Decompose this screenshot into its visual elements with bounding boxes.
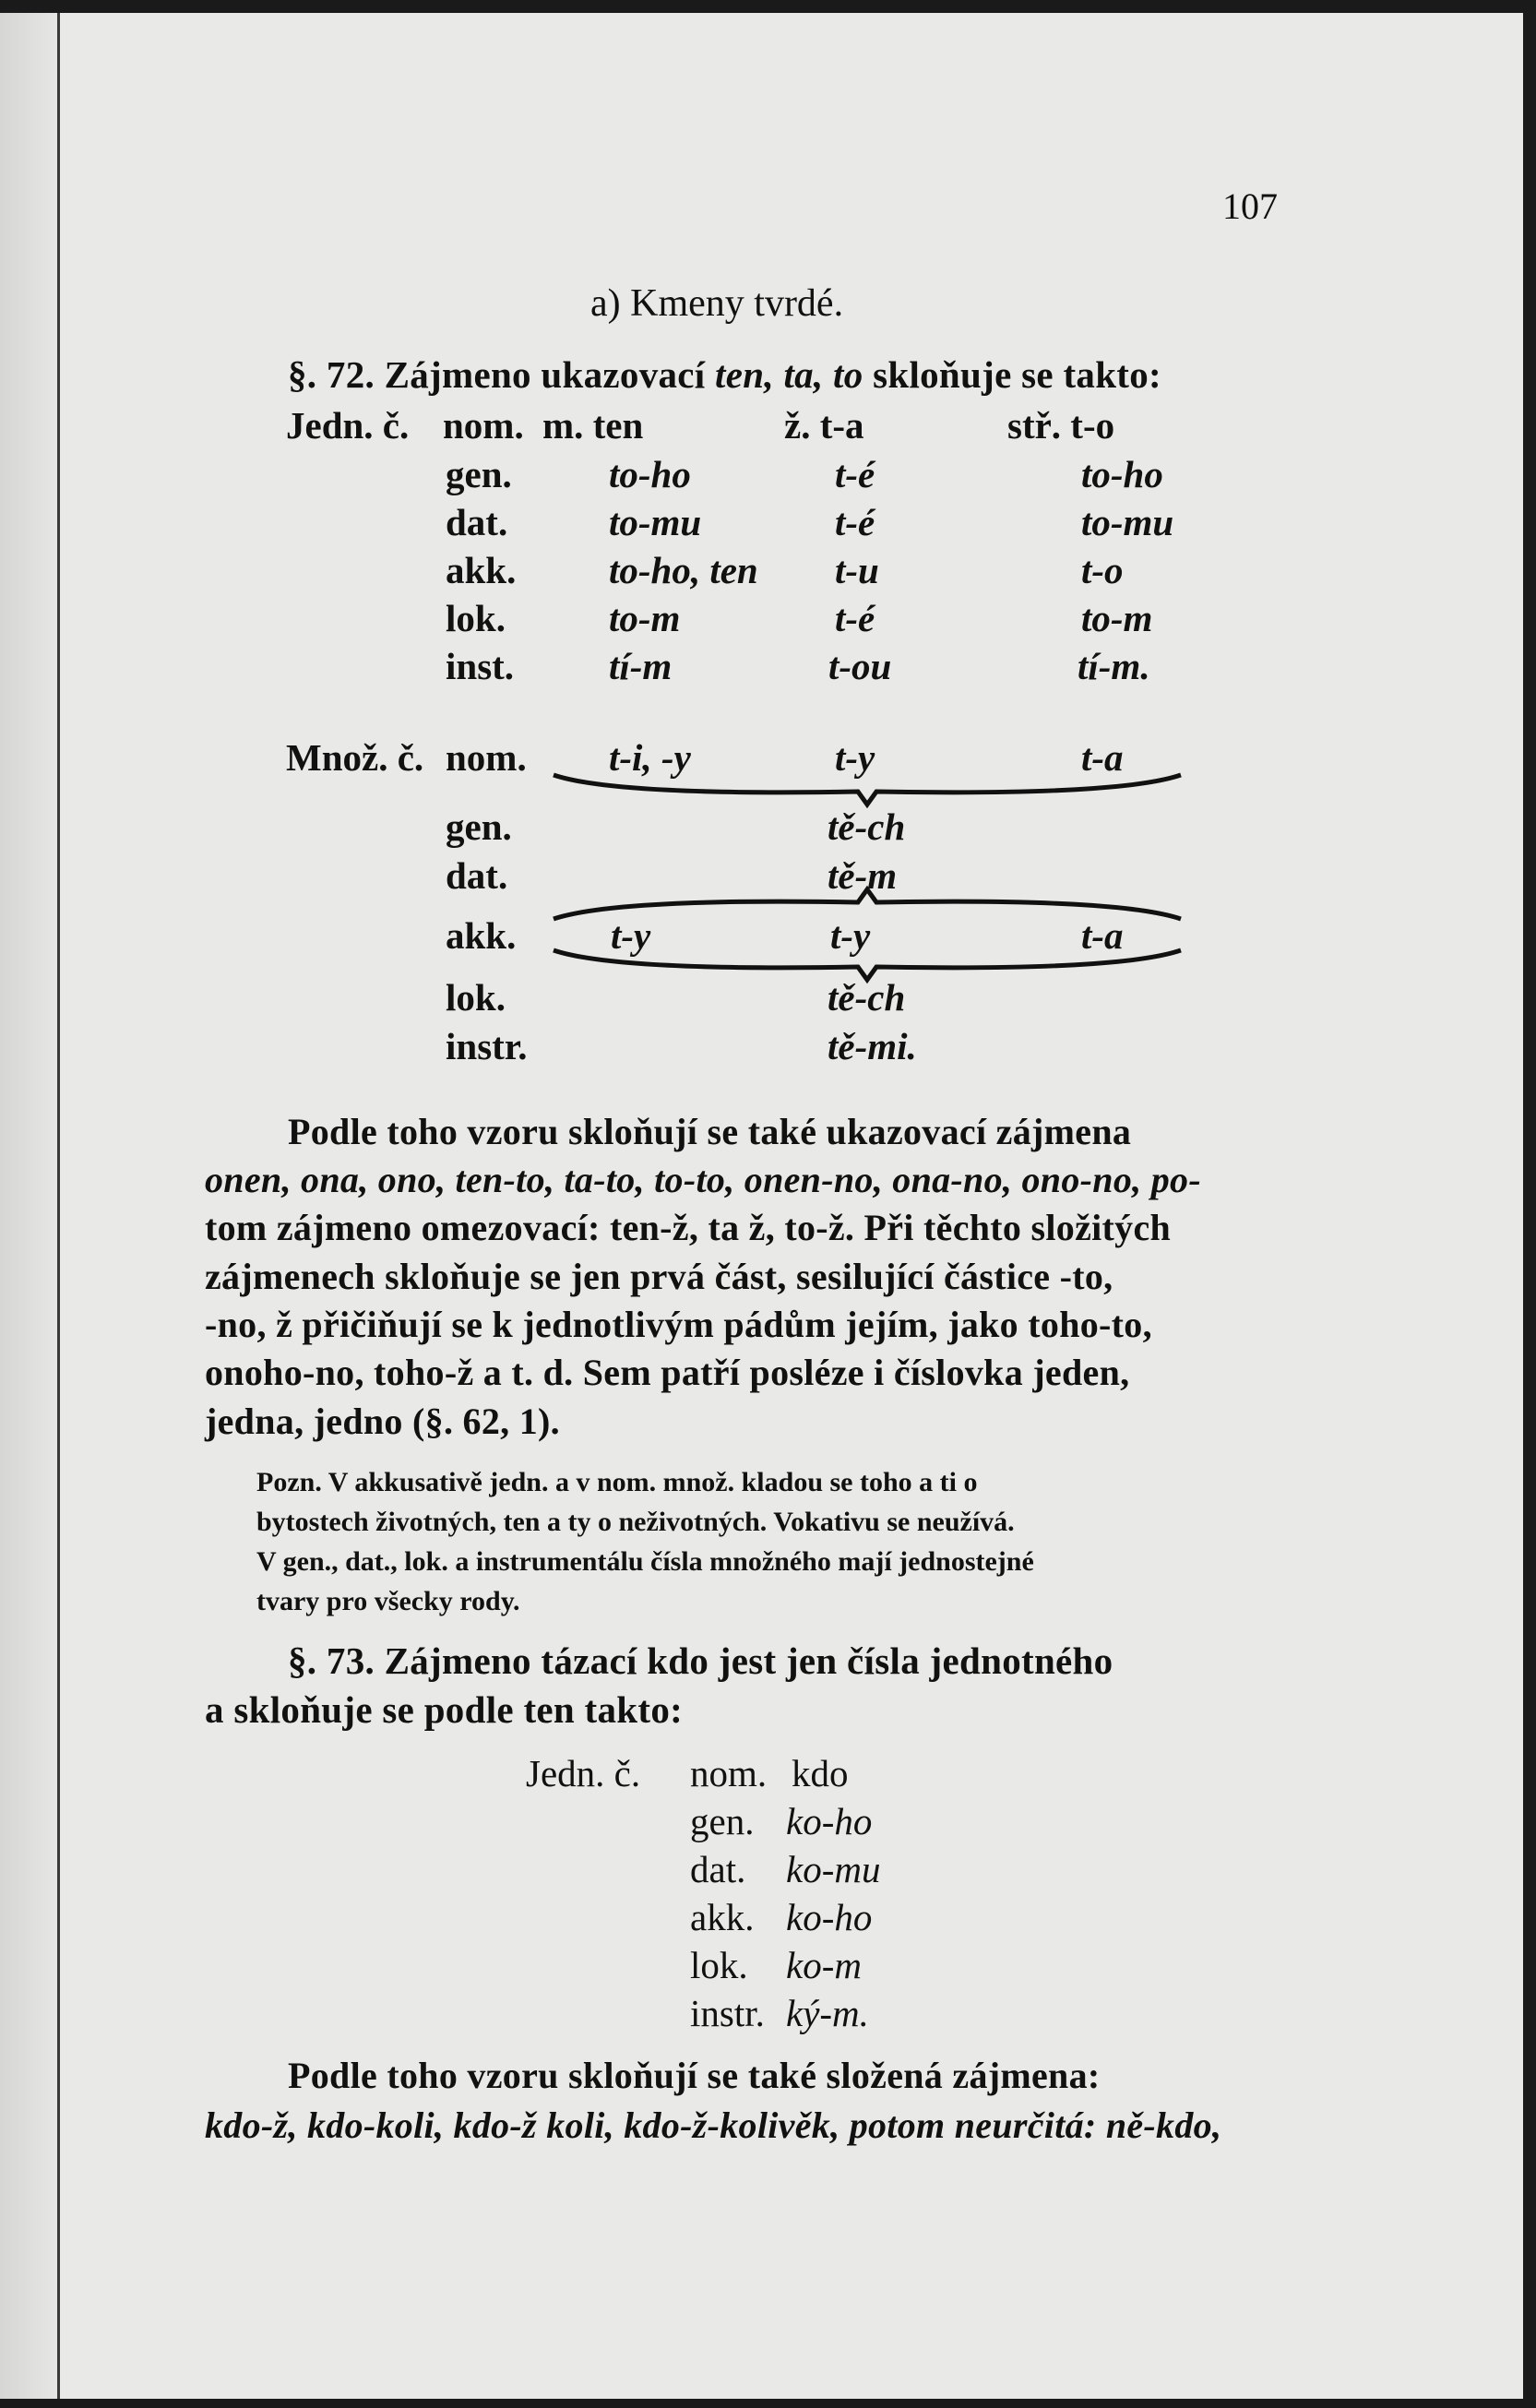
pl-row-shared: tě-m [828, 854, 898, 897]
sg-row-m: to-m [609, 597, 681, 639]
sec73-line: §. 73. Zájmeno tázací kdo jest jen čísla jednotného [288, 1639, 1113, 1682]
sec73-case: nom. [690, 1752, 768, 1794]
sec73-form: kdo [792, 1752, 849, 1794]
sg-row-case: dat. [446, 501, 508, 543]
sg-row-n: to-ho [1081, 453, 1163, 495]
sec73-case: dat. [690, 1848, 746, 1890]
section-heading: a) Kmeny tvrdé. [590, 282, 844, 325]
sg-row-case: lok. [446, 597, 506, 639]
pl-row-shared: tě-ch [828, 976, 906, 1019]
sg-header-m: m. ten [542, 404, 644, 447]
sg-row-m: to-ho, ten [609, 549, 758, 591]
book-spine [0, 0, 60, 2408]
pl-row-shared: tě-ch [828, 805, 906, 848]
sec73-form: ko-m [786, 1944, 862, 1986]
pl-label: Množ. č. [286, 736, 424, 779]
sg-row-case: inst. [446, 645, 515, 687]
sec73-case: gen. [690, 1800, 755, 1842]
sg-header-case: nom. [443, 404, 524, 447]
sg-row-n: to-m [1081, 597, 1153, 639]
para1-line: Podle toho vzoru skloňují se také ukazovací zájmena [288, 1111, 1132, 1152]
note-line: V gen., dat., lok. a instrumentálu čísla množného mají jednostejné [256, 1546, 1034, 1577]
sec73-case: akk. [690, 1896, 755, 1938]
sec73-form: ký-m. [786, 1992, 869, 2034]
sg-row-n: tí-m. [1078, 645, 1150, 687]
sg-header-f: ž. t-a [784, 404, 864, 447]
note-line: bytostech životných, ten a ty o neživotných. Vokativu se neužívá. [256, 1507, 1015, 1537]
sec73-form: ko-mu [786, 1848, 881, 1890]
page-number: 107 [1222, 185, 1278, 227]
para1-line: -no, ž přičiňují se k jednotlivým pádům jejím, jako toho-to, [205, 1304, 1152, 1345]
para1-line: jedna, jedno (§. 62, 1). [205, 1401, 560, 1442]
scan-edge-bottom [0, 2399, 1536, 2408]
sec72-intro [288, 352, 1161, 397]
para1-line: onoho-no, toho-ž a t. d. Sem patří posléze i číslovka jeden, [205, 1352, 1130, 1393]
sg-header-n: stř. t-o [1007, 404, 1115, 447]
sec73-form: ko-ho [786, 1896, 873, 1938]
sg-row-m: to-mu [609, 501, 702, 543]
sg-row-n: to-mu [1081, 501, 1174, 543]
sg-row-case: akk. [446, 549, 517, 591]
sg-row-f: t-é [835, 597, 875, 639]
pl-row-case: akk. [446, 914, 517, 957]
pl-row-shared: tě-mi. [828, 1025, 917, 1067]
pl-row-n: t-a [1081, 914, 1124, 957]
sg-row-m: tí-m [609, 645, 673, 687]
para2-line: Podle toho vzoru skloňují se také složená zájmena: [288, 2055, 1101, 2096]
para1-line: onen, ona, ono, ten-to, ta-to, to-to, onen-no, ona-no, ono-no, po- [205, 1159, 1201, 1200]
sec73-form: ko-ho [786, 1800, 873, 1842]
pl-row-n: t-a [1081, 736, 1124, 779]
sec73-line: a skloňuje se podle ten takto: [205, 1688, 684, 1731]
pl-row-m: t-y [611, 914, 651, 957]
scan-edge-right [1523, 0, 1536, 2408]
brace-under-nom [554, 773, 1181, 806]
pl-row-case: instr. [446, 1025, 528, 1067]
para1-line: zájmenech skloňuje se jen prvá část, sesilující částice -to, [205, 1256, 1113, 1297]
pl-row-case: lok. [446, 976, 506, 1019]
sg-row-f: t-é [835, 453, 875, 495]
sec72-intro-b: skloňuje se takto: [863, 353, 1162, 396]
sg-row-f: t-é [835, 501, 875, 543]
scan-edge-top [0, 0, 1536, 13]
note-line: tvary pro všecky rody. [256, 1586, 520, 1616]
para2-line: kdo-ž, kdo-koli, kdo-ž koli, kdo-ž-kolivěk, potom neurčitá: ně-kdo, [205, 2104, 1222, 2146]
sg-row-f: t-u [835, 549, 879, 591]
pl-row-m: t-i, -y [609, 736, 691, 779]
pl-row-case: nom. [446, 736, 527, 779]
sg-row-n: t-o [1081, 549, 1124, 591]
note-line: Pozn. V akkusativě jedn. a v nom. množ. kladou se toho a ti o [256, 1467, 978, 1497]
pl-row-case: dat. [446, 854, 508, 897]
sec73-label: Jedn. č. [526, 1752, 641, 1794]
pl-row-f: t-y [835, 736, 875, 779]
sec73-case: lok. [690, 1944, 748, 1986]
sec72-intro-italic: ten, ta, to [715, 353, 863, 396]
pl-row-case: gen. [446, 805, 512, 848]
sec72-intro-a: §. 72. Zájmeno ukazovací [288, 353, 716, 396]
pl-row-f: t-y [830, 914, 871, 957]
sg-row-case: gen. [446, 453, 512, 495]
sg-row-f: t-ou [828, 645, 892, 687]
para1-line: tom zájmeno omezovací: ten-ž, ta ž, to-ž. Při těchto složitých [205, 1207, 1172, 1248]
sec73-case: instr. [690, 1992, 765, 2034]
sg-row-m: to-ho [609, 453, 691, 495]
sg-label: Jedn. č. [286, 404, 410, 447]
